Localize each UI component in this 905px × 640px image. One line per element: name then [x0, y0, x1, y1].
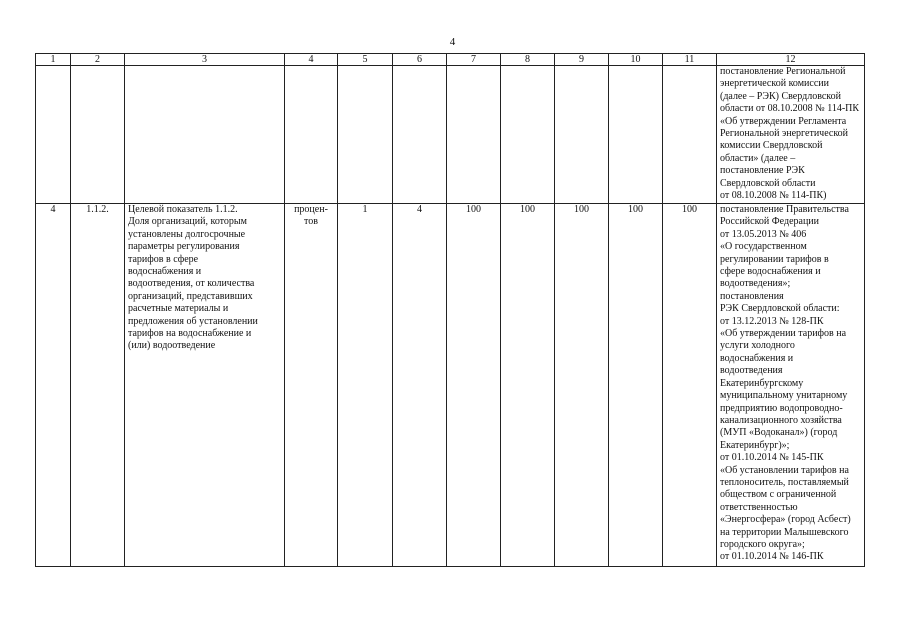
source-document-cell: постановление Правительства Российской Федерации от 13.05.2013 № 406 «О государственном регулировании тарифов в сфере водоснабжения и водоотведения»; постановления РЭК Свердловской области: от 13.12.2013 № 128-ПК «Об утверждении тарифов на услуги холодного водоснабжения и водоотведения Екатеринбургскому муниципальному унитарному предприятию водопроводно- канализационного хозяйства (МУП «Водоканал») (город Екатеринбург)»; от 01.10.2014 № 145-ПК «Об установлении тарифов на теплоноситель, поставляемый обществом с ограниченной ответственностью «Энергосфера» (город Асбест) на территории Малышевского городского округа»; от 01.10.2014 № 146-ПК — [717, 204, 865, 567]
header-cell: 6 — [393, 54, 447, 66]
value-cell — [501, 66, 555, 204]
value-cell — [609, 66, 663, 204]
header-cell: 1 — [36, 54, 71, 66]
unit-cell: процен- тов — [285, 204, 338, 567]
header-cell: 7 — [447, 54, 501, 66]
value-cell: 100 — [609, 204, 663, 567]
table-row — [36, 66, 865, 204]
header-cell: 11 — [663, 54, 717, 66]
unit-cell — [285, 66, 338, 204]
indicator-name-cell — [125, 66, 285, 204]
table-row — [36, 204, 865, 567]
indicator-code-cell: 1.1.2. — [71, 204, 125, 567]
source-document-cell: постановление Региональной энергетической комиссии (далее – РЭК) Свердловской области от 08.10.2008 № 114-ПК «Об утверждении Регламента Региональной энергетической комиссии Свердловской области» (далее – постановление РЭК Свердловской области от 08.10.2008 № 114-ПК) — [717, 66, 865, 204]
indicator-code-cell — [71, 66, 125, 204]
header-cell: 3 — [125, 54, 285, 66]
header-cell: 4 — [285, 54, 338, 66]
value-cell: 100 — [501, 204, 555, 567]
value-cell — [663, 66, 717, 204]
value-cell — [447, 66, 501, 204]
value-cell: 100 — [447, 204, 501, 567]
header-cell: 8 — [501, 54, 555, 66]
value-cell — [393, 66, 447, 204]
row-number-cell: 4 — [36, 204, 71, 567]
header-cell: 9 — [555, 54, 609, 66]
value-cell: 100 — [555, 204, 609, 567]
header-cell: 10 — [609, 54, 663, 66]
header-cell: 12 — [717, 54, 865, 66]
indicator-name-cell: Целевой показатель 1.1.2. Доля организаций, которым установлены долгосрочные параметры регулирования тарифов в сфере водоснабжения и водоотведения, от количества организаций, представивших расчетные материалы и предложения об установлении тарифов на водоснабжение и (или) водоотведение — [125, 204, 285, 567]
header-cell: 2 — [71, 54, 125, 66]
table-header-row — [36, 54, 865, 66]
row-number-cell — [36, 66, 71, 204]
value-cell — [555, 66, 609, 204]
value-cell: 1 — [338, 204, 393, 567]
value-cell: 100 — [663, 204, 717, 567]
page-number: 4 — [449, 36, 456, 48]
value-cell — [338, 66, 393, 204]
document-table — [35, 53, 865, 567]
value-cell: 4 — [393, 204, 447, 567]
header-cell: 5 — [338, 54, 393, 66]
